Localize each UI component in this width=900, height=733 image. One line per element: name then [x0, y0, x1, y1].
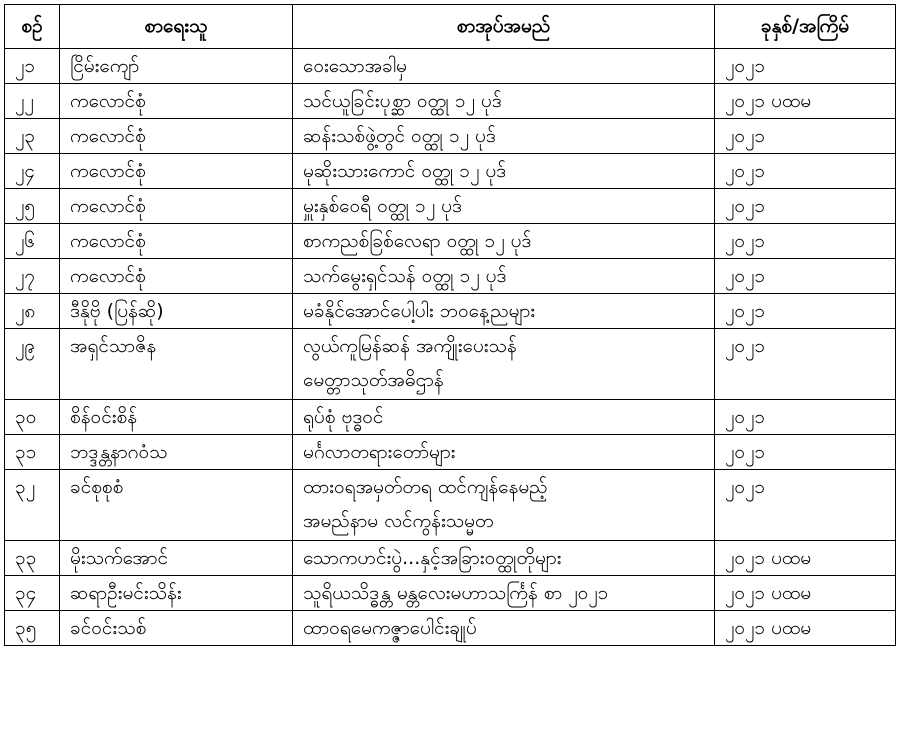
cell-title: မှူးနှစ်ဝေရီ ဝတ္ထု ၁၂ ပုဒ်	[293, 189, 715, 224]
cell-edition: ၂၀၂၁	[715, 49, 896, 84]
cell-no: ၂၃	[5, 119, 60, 154]
table-row	[5, 611, 896, 646]
cell-edition: ၂၀၂၁	[715, 154, 896, 189]
cell-title: သူရိယသိဒ္ဓန္တ မန္တလေးမဟာသင်္ကြန် စာ ၂၀၂၁	[293, 576, 715, 611]
cell-author: ငြိမ်းကျော်	[60, 49, 293, 84]
cell-no: ၂၈	[5, 294, 60, 329]
cell-edition: ၂၀၂၁	[715, 259, 896, 294]
cell-author: စိန်ဝင်းစိန်	[60, 400, 293, 435]
table-row	[5, 400, 896, 435]
cell-author: ကလောင်စုံ	[60, 259, 293, 294]
cell-title: ဝေးသောအခါမှ	[293, 49, 715, 84]
cell-edition: ၂၀၂၁	[715, 435, 896, 470]
cell-edition: ၂၀၂၁ ပထမ	[715, 84, 896, 119]
cell-edition: ၂၀၂၁	[715, 119, 896, 154]
cell-edition: ၂၀၂၁ ပထမ	[715, 576, 896, 611]
table-row	[5, 189, 896, 224]
table-row	[5, 541, 896, 576]
table-row	[5, 119, 896, 154]
cell-no: ၃၄	[5, 576, 60, 611]
header-title: စာအုပ်အမည်	[293, 5, 715, 49]
cell-no: ၃၀	[5, 400, 60, 435]
table-row	[5, 576, 896, 611]
cell-no: ၃၃	[5, 541, 60, 576]
cell-title: စာကညစ်ခြစ်လေရာ ဝတ္ထု ၁၂ ပုဒ်	[293, 224, 715, 259]
cell-author: ကလောင်စုံ	[60, 119, 293, 154]
cell-no: ၃၅	[5, 611, 60, 646]
header-no: စဉ်	[5, 5, 60, 49]
table-row	[5, 224, 896, 259]
table-row	[5, 470, 896, 541]
cell-title: မင်္ဂလာတရားတော်များ	[293, 435, 715, 470]
cell-edition: ၂၀၂၁	[715, 329, 896, 400]
cell-no: ၂၂	[5, 84, 60, 119]
cell-edition: ၂၀၂၁ ပထမ	[715, 541, 896, 576]
cell-author: ခင်စုစုစံ	[60, 470, 293, 541]
table-row	[5, 435, 896, 470]
cell-author: ကလောင်စုံ	[60, 154, 293, 189]
cell-no: ၃၁	[5, 435, 60, 470]
cell-title: မုဆိုးသားကောင် ဝတ္ထု ၁၂ ပုဒ်	[293, 154, 715, 189]
cell-no: ၂၉	[5, 329, 60, 400]
cell-no: ၂၆	[5, 224, 60, 259]
cell-title: သင်ယူခြင်းပုစ္ဆာ ဝတ္ထု ၁၂ ပုဒ်	[293, 84, 715, 119]
cell-title: သက်မွေးရှင်သန် ဝတ္ထု ၁၂ ပုဒ်	[293, 259, 715, 294]
cell-author: ကလောင်စုံ	[60, 84, 293, 119]
cell-author: ကလောင်စုံ	[60, 224, 293, 259]
cell-author: ဘဒ္ဒန္တနာဂဝံသ	[60, 435, 293, 470]
cell-no: ၂၁	[5, 49, 60, 84]
cell-author: ဆရာဦးမင်းသိန်း	[60, 576, 293, 611]
cell-no: ၂၄	[5, 154, 60, 189]
cell-title: လွယ်ကူမြန်ဆန် အကျိုးပေးသန် မေတ္တာသုတ်အဓိဌာန်	[293, 329, 715, 400]
header-author: စာရေးသူ	[60, 5, 293, 49]
cell-author: ကလောင်စုံ	[60, 189, 293, 224]
table-row	[5, 84, 896, 119]
cell-title: ထာဝရမေကဇ္ဇာပေါင်းချုပ်	[293, 611, 715, 646]
cell-title: ဆန်းသစ်ဖွဲ့တွင် ဝတ္ထု ၁၂ ပုဒ်	[293, 119, 715, 154]
header-row	[5, 5, 896, 49]
cell-edition: ၂၀၂၁	[715, 189, 896, 224]
cell-edition: ၂၀၂၁ ပထမ	[715, 611, 896, 646]
cell-edition: ၂၀၂၁	[715, 224, 896, 259]
cell-no: ၂၅	[5, 189, 60, 224]
cell-no: ၂၇	[5, 259, 60, 294]
cell-edition: ၂၀၂၁	[715, 400, 896, 435]
cell-title: သောကဟင်းပွဲ...နှင့်အခြားဝတ္ထုတိုများ	[293, 541, 715, 576]
cell-author: မိုးသက်အောင်	[60, 541, 293, 576]
cell-no: ၃၂	[5, 470, 60, 541]
cell-author: ဒီနိုဗို (ပြန်ဆို)	[60, 294, 293, 329]
table-row	[5, 259, 896, 294]
table-row	[5, 154, 896, 189]
cell-title: ထားဝရအမှတ်တရ ထင်ကျန်နေမည့် အမည်နာမ လင်ကွန်းသမ္မတ	[293, 470, 715, 541]
cell-edition: ၂၀၂၁	[715, 294, 896, 329]
cell-author: ခင်ဝင်းသစ်	[60, 611, 293, 646]
table-row	[5, 294, 896, 329]
cell-title: ရုပ်စုံ ဗုဒ္ဓဝင်	[293, 400, 715, 435]
cell-author: အရှင်သာဇိန	[60, 329, 293, 400]
table-row	[5, 329, 896, 400]
header-edition: ခုနှစ်/အကြိမ်	[715, 5, 896, 49]
table-row	[5, 49, 896, 84]
cell-edition: ၂၀၂၁	[715, 470, 896, 541]
book-list-table	[4, 4, 896, 646]
cell-title: မခံနိုင်အောင်ပေါ့ပါး ဘဝနေ့ညများ	[293, 294, 715, 329]
